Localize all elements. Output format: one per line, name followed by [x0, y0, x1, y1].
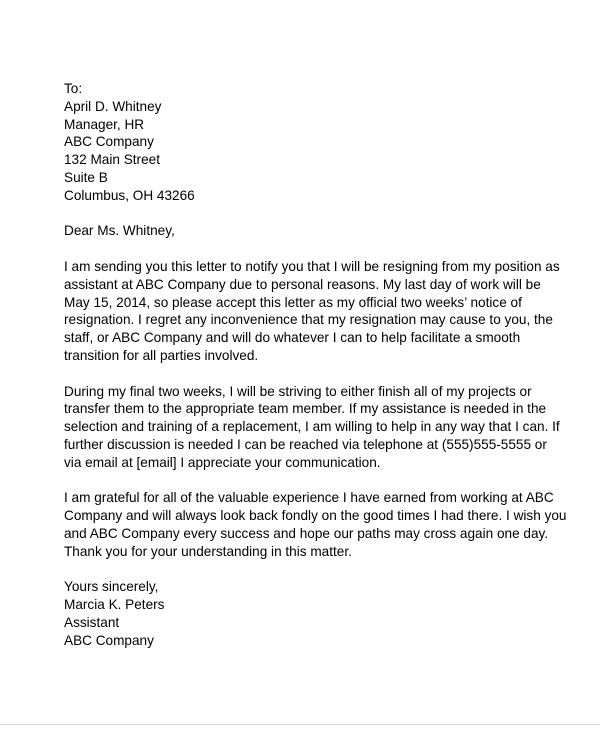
spacer — [64, 561, 554, 579]
valediction: Yours sincerely, — [64, 579, 159, 595]
paragraph-line: further discussion is needed I can be reached via telephone at (555)555-5555 or — [64, 436, 547, 452]
paragraph-line: resignation. I regret any inconvenience that my resignation may cause to you, the — [64, 312, 553, 328]
sender-name: Marcia K. Peters — [64, 597, 165, 613]
spacer — [64, 472, 554, 490]
paragraph-line: staff, or ABC Company and will do whatever I can to help facilitate a smooth — [64, 330, 521, 346]
spacer — [64, 365, 554, 383]
recipient-company: ABC Company — [64, 134, 154, 150]
paragraph-line: via email at [email] I appreciate your communication. — [64, 454, 381, 470]
paragraph-line: Company and will always look back fondly on the good times I had there. I wish you — [64, 508, 567, 524]
paragraph-line: May 15, 2014, so please accept this letter as my official two weeks’ notice of — [64, 294, 522, 310]
recipient-city: Columbus, OH 43266 — [64, 187, 195, 203]
paragraph-line: Thank you for your understanding in this matter. — [64, 543, 352, 559]
page-bottom-divider — [0, 724, 600, 725]
recipient-title: Manager, HR — [64, 116, 145, 132]
paragraph-line: selection and training of a replacement, I am willing to help in any way that I can. If — [64, 419, 560, 435]
recipient-block — [64, 80, 554, 205]
paragraph-line: assistant at ABC Company due to personal reasons. My last day of work will be — [64, 276, 541, 292]
recipient-suite: Suite B — [64, 169, 108, 185]
body-paragraph-1 — [64, 258, 560, 365]
recipient-street: 132 Main Street — [64, 152, 160, 168]
resignation-letter — [64, 80, 567, 650]
recipient-name: April D. Whitney — [64, 98, 162, 114]
sender-title: Assistant — [64, 614, 120, 630]
body-paragraph-2 — [64, 383, 560, 472]
paragraph-line: transfer them to the appropriate team member. If my assistance is needed in the — [64, 401, 547, 417]
spacer — [64, 205, 554, 223]
to-label: To: — [64, 81, 83, 96]
paragraph-line: I am grateful for all of the valuable experience I have earned from working at ABC — [64, 490, 554, 506]
salutation: Dear Ms. Whitney, — [64, 223, 175, 239]
paragraph-line: During my final two weeks, I will be striving to either finish all of my projects or — [64, 383, 532, 399]
paragraph-line: transition for all parties involved. — [64, 347, 259, 363]
body-paragraph-3 — [64, 489, 567, 560]
closing-block — [64, 578, 554, 649]
paragraph-line: I am sending you this letter to notify you that I will be resigning from my position as — [64, 258, 560, 274]
paragraph-line: and ABC Company every success and hope our paths may cross again one day. — [64, 525, 549, 541]
sender-company: ABC Company — [64, 632, 154, 648]
spacer — [64, 240, 554, 258]
